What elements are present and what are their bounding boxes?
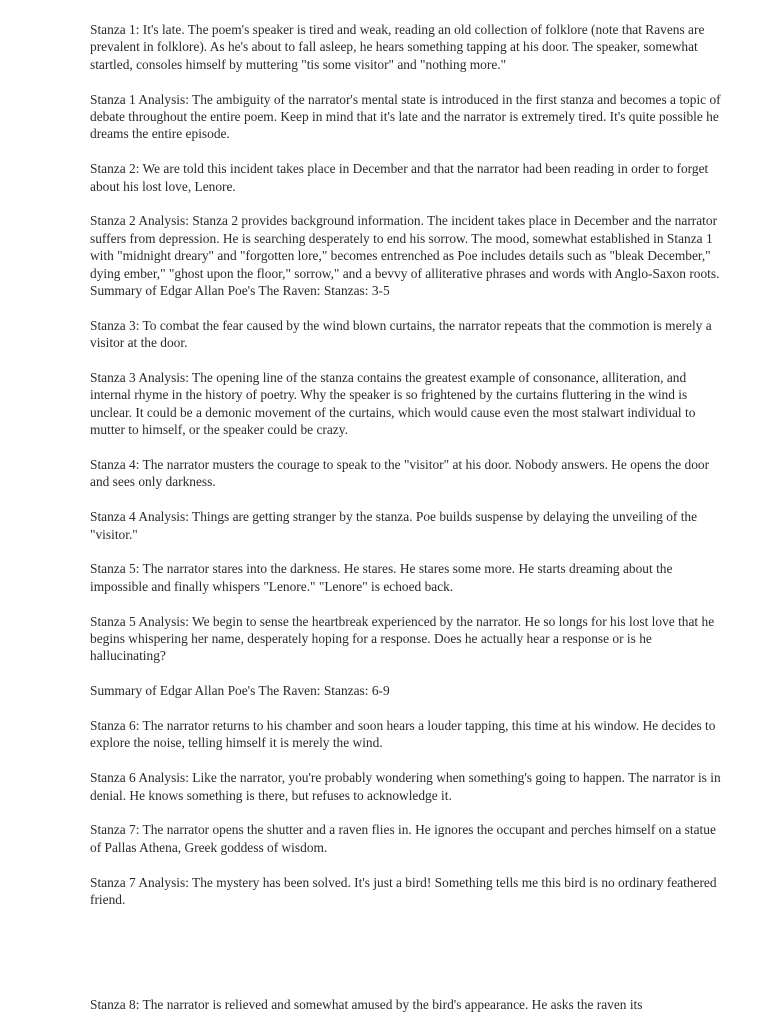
paragraph-stanza-3: Stanza 3: To combat the fear caused by the wind blown curtains, the narrator repeats that the commotion is merely a visitor at the door. xyxy=(90,317,712,351)
paragraph-stanza-2-analysis: Stanza 2 Analysis: Stanza 2 provides background information. The incident takes place in December and the narrator suffers from depression. He is searching desperately to end his sorrow. The mood, somewhat established in Stanza 1 with "midnight dreary" and "forgotten lore," becomes entrenched as Poe includes details such as "bleak December," dying ember," "ghost upon the floor," sorrow," and a bevvy of alliterative phrases and words with Anglo-Saxon roots. xyxy=(90,213,720,281)
paragraph-stanza-6: Stanza 6: The narrator returns to his chamber and soon hears a louder tapping, this time at his window. He decides to explore the noise, telling himself it is merely the wind. xyxy=(90,718,716,751)
paragraph-stanza-8-text: Stanza 8: The narrator is relieved and somewhat amused by the bird's appearance. He asks the raven its xyxy=(90,996,643,1012)
paragraph-stanza-1: Stanza 1: It's late. The poem's speaker is tired and weak, reading an old collection of folklore (note that Ravens are prevalent in folklore). As he's about to fall asleep, he hears something tapping at his door. The speaker, somewhat startled, consoles himself by muttering "tis some visitor" and "nothing more." xyxy=(90,22,705,72)
paragraph-stanza-6-analysis: Stanza 6 Analysis: Like the narrator, you're probably wondering when something's going to happen. The narrator is in denial. He knows something is there, but refuses to acknowledge it. xyxy=(90,770,721,803)
paragraph-stanza-7: Stanza 7: The narrator opens the shutter and a raven flies in. He ignores the occupant and perches himself on a statue of Pallas Athena, Greek goddess of wisdom. xyxy=(90,822,716,855)
document-page xyxy=(90,21,730,1012)
section-heading-stanzas-6-9: Summary of Edgar Allan Poe's The Raven: Stanzas: 6-9 xyxy=(90,683,390,699)
paragraph-stanza-7-analysis: Stanza 7 Analysis: The mystery has been solved. It's just a bird! Something tells me this bird is no ordinary feathered friend. xyxy=(90,874,717,908)
paragraph-stanza-4: Stanza 4: The narrator musters the courage to speak to the "visitor" at his door. Nobody answers. He opens the door and sees only darkness. xyxy=(90,457,710,490)
paragraph-stanza-1-analysis: Stanza 1 Analysis: The ambiguity of the narrator's mental state is introduced in the first stanza and becomes a topic of debate throughout the entire poem. Keep in mind that it's late and the narrator is extremely tired. It's quite possible he dreams the entire episode. xyxy=(90,91,721,142)
paragraph-stanza-5-analysis: Stanza 5 Analysis: We begin to sense the heartbreak experienced by the narrator. He so longs for his lost love that he begins whispering her name, desperately hoping for a response. Does he actually hear a response or is he hallucinating? xyxy=(90,613,715,664)
paragraph-stanza-5: Stanza 5: The narrator stares into the darkness. He stares. He stares some more. He starts dreaming about the impossible and finally whispers "Lenore." "Lenore" is echoed back. xyxy=(90,561,673,594)
page-gap xyxy=(90,909,730,996)
section-heading-stanzas-3-5: Summary of Edgar Allan Poe's The Raven: Stanzas: 3-5 xyxy=(90,283,390,299)
paragraph-stanza-4-analysis: Stanza 4 Analysis: Things are getting stranger by the stanza. Poe builds suspense by delaying the unveiling of the "visitor." xyxy=(90,509,698,542)
paragraph-stanza-2: Stanza 2: We are told this incident takes place in December and that the narrator had been reading in order to forget about his lost love, Lenore. xyxy=(90,161,709,194)
paragraph-stanza-8-partial xyxy=(90,996,730,1012)
paragraph-stanza-3-analysis: Stanza 3 Analysis: The opening line of the stanza contains the greatest example of consonance, alliteration, and internal rhyme in the history of poetry. Why the speaker is so frightened by the curtains fluttering in the wind is unclear. It could be a demonic movement of the curtains, which would cause even the most stalwart individual to mutter to himself, or the speaker could be crazy. xyxy=(90,370,696,438)
